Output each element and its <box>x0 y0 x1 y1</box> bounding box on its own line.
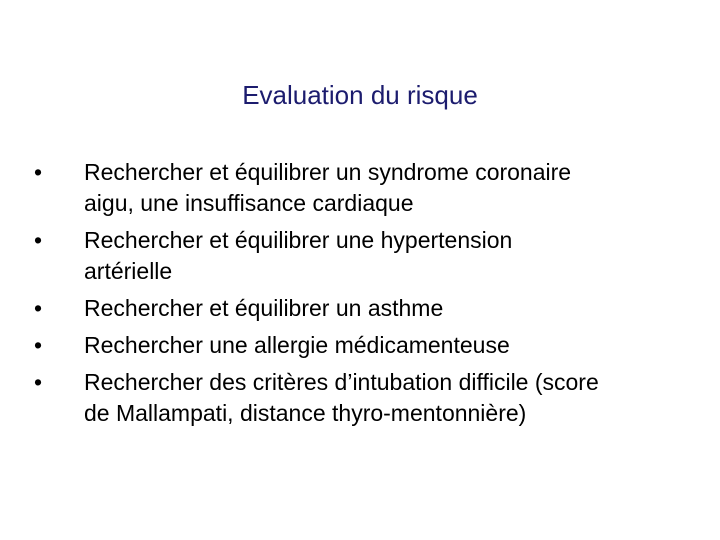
bullet-item <box>28 330 718 361</box>
bullet-item <box>28 225 718 287</box>
bullet-icon: • <box>33 369 43 395</box>
bullet-line: artérielle <box>84 258 173 284</box>
bullet-icon: • <box>33 159 43 185</box>
bullet-line: Rechercher et équilibrer un syndrome coronaire <box>84 159 572 185</box>
bullet-icon: • <box>33 332 43 358</box>
bullet-line: aigu, une insuffisance cardiaque <box>84 190 414 216</box>
bullet-item <box>28 293 718 324</box>
bullet-icon: • <box>33 295 43 321</box>
bullet-line: Rechercher et équilibrer une hypertension <box>84 227 513 253</box>
bullet-line: Rechercher une allergie médicamenteuse <box>84 332 510 358</box>
bullet-line: Rechercher des critères d’intubation difficile (score <box>84 369 599 395</box>
bullet-icon: • <box>33 227 43 253</box>
bullet-line: Rechercher et équilibrer un asthme <box>84 295 444 321</box>
bullet-list <box>28 157 718 435</box>
bullet-line: de Mallampati, distance thyro-mentonnière) <box>84 400 527 426</box>
slide-title: Evaluation du risque <box>242 80 478 110</box>
bullet-item <box>28 367 718 429</box>
bullet-item <box>28 157 718 219</box>
